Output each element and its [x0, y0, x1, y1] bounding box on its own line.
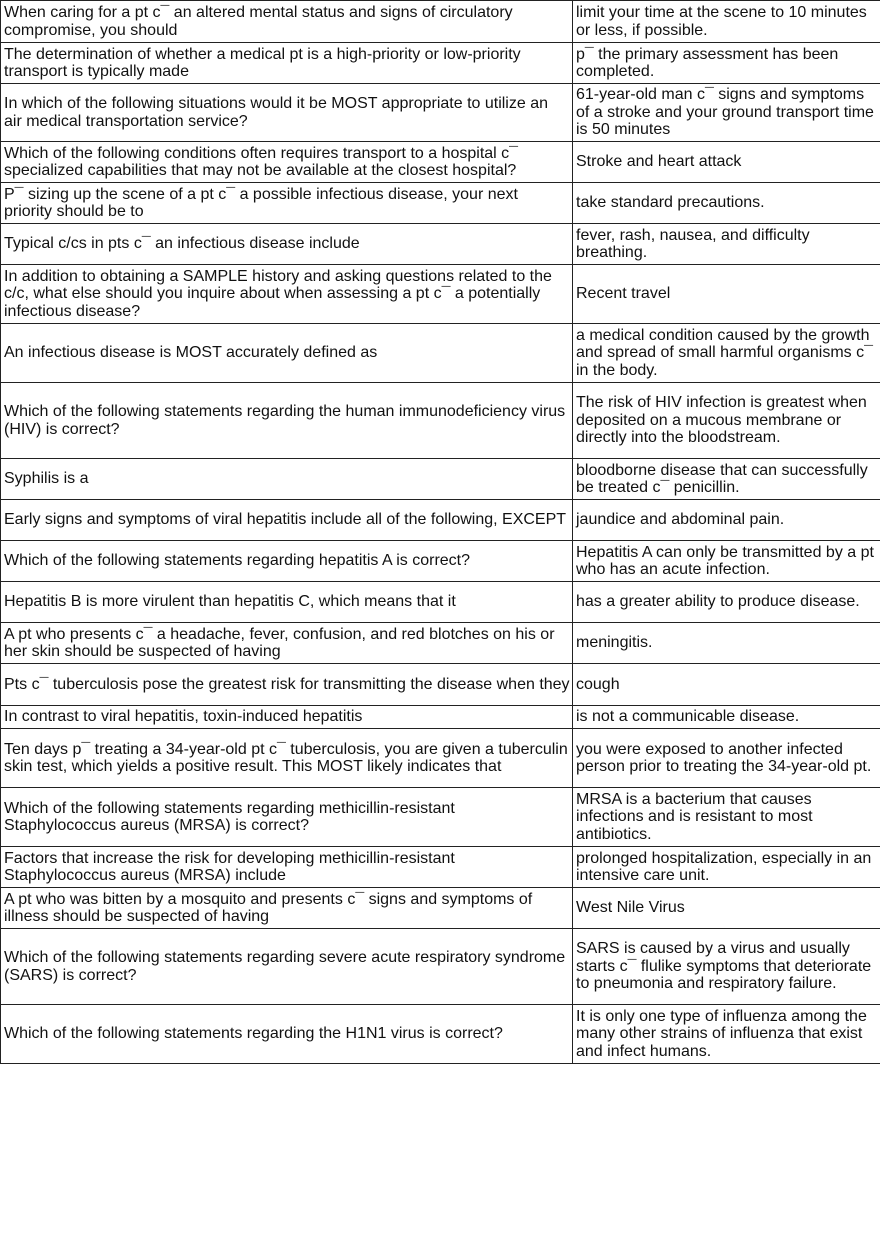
table-row: [1, 1, 880, 43]
question-cell: A pt who was bitten by a mosquito and presents c¯ signs and symptoms of illness should be suspected of having: [1, 888, 573, 929]
question-cell: P¯ sizing up the scene of a pt c¯ a possible infectious disease, your next priority should be to: [1, 183, 573, 224]
question-cell: Typical c/cs in pts c¯ an infectious disease include: [1, 224, 573, 265]
table-row: [1, 142, 880, 183]
table-row: [1, 43, 880, 84]
table-row: [1, 623, 880, 664]
table-row: [1, 459, 880, 500]
answer-cell: you were exposed to another infected person prior to treating the 34-year-old pt.: [573, 729, 880, 788]
table-row: [1, 788, 880, 847]
question-cell: Pts c¯ tuberculosis pose the greatest risk for transmitting the disease when they: [1, 664, 573, 706]
answer-cell: has a greater ability to produce disease.: [573, 582, 880, 623]
table-row: [1, 383, 880, 459]
answer-cell: jaundice and abdominal pain.: [573, 500, 880, 541]
answer-cell: West Nile Virus: [573, 888, 880, 929]
table-row: [1, 183, 880, 224]
question-cell: Factors that increase the risk for developing methicillin-resistant Staphylococcus aureus (MRSA) include: [1, 847, 573, 888]
table-row: [1, 582, 880, 623]
answer-cell: Recent travel: [573, 265, 880, 324]
question-cell: In addition to obtaining a SAMPLE history and asking questions related to the c/c, what else should you inquire about when assessing a pt c¯ a potentially infectious disease?: [1, 265, 573, 324]
question-cell: Which of the following conditions often requires transport to a hospital c¯ specialized capabilities that may not be available at the closest hospital?: [1, 142, 573, 183]
table-row: [1, 500, 880, 541]
question-cell: Ten days p¯ treating a 34-year-old pt c¯ tuberculosis, you are given a tuberculin skin test, which yields a positive result. This MOST likely indicates that: [1, 729, 573, 788]
answer-cell: bloodborne disease that can successfully be treated c¯ penicillin.: [573, 459, 880, 500]
table-row: [1, 224, 880, 265]
question-cell: A pt who presents c¯ a headache, fever, confusion, and red blotches on his or her skin should be suspected of having: [1, 623, 573, 664]
question-cell: In contrast to viral hepatitis, toxin-induced hepatitis: [1, 706, 573, 729]
answer-cell: take standard precautions.: [573, 183, 880, 224]
question-cell: Which of the following statements regarding the H1N1 virus is correct?: [1, 1005, 573, 1064]
answer-cell: Hepatitis A can only be transmitted by a pt who has an acute infection.: [573, 541, 880, 582]
answer-cell: is not a communicable disease.: [573, 706, 880, 729]
answer-cell: cough: [573, 664, 880, 706]
table-row: [1, 929, 880, 1005]
answer-cell: meningitis.: [573, 623, 880, 664]
question-cell: An infectious disease is MOST accurately defined as: [1, 324, 573, 383]
table-row: [1, 265, 880, 324]
question-cell: When caring for a pt c¯ an altered mental status and signs of circulatory compromise, you should: [1, 1, 573, 43]
table-row: [1, 84, 880, 142]
answer-cell: limit your time at the scene to 10 minutes or less, if possible.: [573, 1, 880, 43]
table-row: [1, 664, 880, 706]
table-row: [1, 847, 880, 888]
question-cell: Hepatitis B is more virulent than hepatitis C, which means that it: [1, 582, 573, 623]
question-cell: In which of the following situations would it be MOST appropriate to utilize an air medical transportation service?: [1, 84, 573, 142]
question-cell: Which of the following statements regarding methicillin-resistant Staphylococcus aureus (MRSA) is correct?: [1, 788, 573, 847]
answer-cell: prolonged hospitalization, especially in an intensive care unit.: [573, 847, 880, 888]
answer-cell: a medical condition caused by the growth and spread of small harmful organisms c¯ in the body.: [573, 324, 880, 383]
question-cell: Which of the following statements regarding hepatitis A is correct?: [1, 541, 573, 582]
answer-cell: p¯ the primary assessment has been completed.: [573, 43, 880, 84]
answer-cell: It is only one type of influenza among the many other strains of influenza that exist and infect humans.: [573, 1005, 880, 1064]
question-cell: Syphilis is a: [1, 459, 573, 500]
question-cell: Early signs and symptoms of viral hepatitis include all of the following, EXCEPT: [1, 500, 573, 541]
answer-cell: SARS is caused by a virus and usually starts c¯ flulike symptoms that deteriorate to pneumonia and respiratory failure.: [573, 929, 880, 1005]
answer-cell: fever, rash, nausea, and difficulty breathing.: [573, 224, 880, 265]
answer-cell: Stroke and heart attack: [573, 142, 880, 183]
table-row: [1, 706, 880, 729]
answer-cell: MRSA is a bacterium that causes infections and is resistant to most antibiotics.: [573, 788, 880, 847]
table-row: [1, 888, 880, 929]
table-row: [1, 324, 880, 383]
question-cell: Which of the following statements regarding the human immunodeficiency virus (HIV) is correct?: [1, 383, 573, 459]
answer-cell: The risk of HIV infection is greatest when deposited on a mucous membrane or directly into the bloodstream.: [573, 383, 880, 459]
table-row: [1, 729, 880, 788]
question-cell: The determination of whether a medical pt is a high-priority or low-priority transport is typically made: [1, 43, 573, 84]
table-row: [1, 1005, 880, 1064]
question-cell: Which of the following statements regarding severe acute respiratory syndrome (SARS) is correct?: [1, 929, 573, 1005]
table-row: [1, 541, 880, 582]
answer-cell: 61-year-old man c¯ signs and symptoms of a stroke and your ground transport time is 50 minutes: [573, 84, 880, 142]
